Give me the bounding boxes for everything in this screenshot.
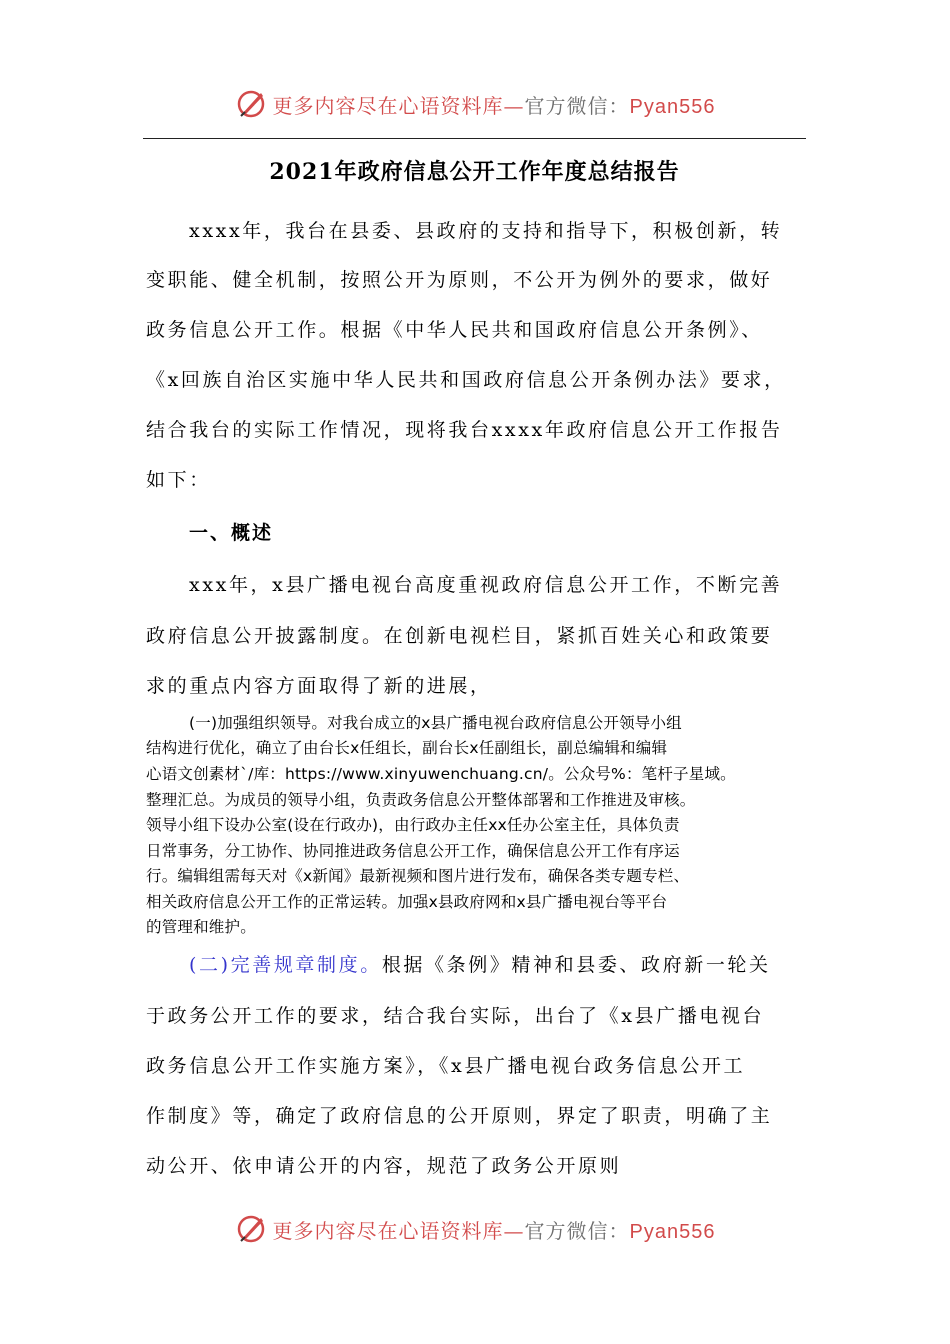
intro-line: 政务信息公开工作。根据《中华人民共和国政府信息公开条例》、 [146, 319, 763, 341]
item1-line: (一)加强组织领导。对我台成立的x县广播电视台政府信息公开领导小组 [189, 714, 682, 732]
item2-line: 作制度》等，确定了政府信息的公开原则，界定了职责，明确了主 [146, 1105, 773, 1127]
item2-line: 政务信息公开工作实施方案》，《x县广播电视台政务信息公开工 [146, 1055, 746, 1077]
item1-line: 领导小组下设办公室(设在行政办)，由行政办主任xx任办公室主任，具体负责 [146, 816, 680, 834]
item1-line: 相关政府信息公开工作的正常运转。加强x县政府网和x县广播电视台等平台 [146, 893, 668, 911]
item2-label: (二)完善规章制度。 [189, 954, 382, 976]
quill-logo-icon [235, 87, 269, 121]
intro-line: 如下： [146, 469, 211, 491]
item2-first-line: (二)完善规章制度。根据《条例》精神和县委、政府新一轮关 [189, 954, 771, 976]
item1-line: 心语文创素材`/库：https://www.xinyuwenchuang.cn/。公众号%：笔杆子星域。 [146, 765, 736, 783]
overview-line: 求的重点内容方面取得了新的进展， [146, 675, 492, 697]
item1-line: 整理汇总。为成员的领导小组，负责政务信息公开整体部署和工作推进及审核。 [146, 791, 696, 809]
document-title: 2021年政府信息公开工作年度总结报告 [269, 159, 680, 185]
quill-logo-icon [235, 1212, 269, 1246]
section-heading: 一、概述 [189, 522, 274, 544]
intro-line: 结合我台的实际工作情况，现将我台xxxx年政府信息公开工作报告 [146, 419, 783, 441]
header-rule [143, 138, 806, 139]
item1-line: 日常事务，分工协作、协同推进政务信息公开工作，确保信息公开工作有序运 [146, 842, 680, 860]
header-banner [0, 84, 950, 124]
item2-line: 动公开、依申请公开的内容，规范了政务公开原则 [146, 1155, 622, 1177]
overview-line: 政府信息公开披露制度。在创新电视栏目，紧抓百姓关心和政策要 [146, 625, 773, 647]
intro-line: xxxx年，我台在县委、县政府的支持和指导下，积极创新，转 [189, 220, 783, 242]
item1-line: 结构进行优化，确立了由台长x任组长，副台长x任副组长，副总编辑和编辑 [146, 739, 668, 757]
item1-line: 的管理和维护。 [146, 918, 256, 936]
intro-line: 变职能、健全机制，按照公开为原则，不公开为例外的要求，做好 [146, 269, 773, 291]
banner-text: 更多内容尽在心语资料库—官方微信：Pyan556 [272, 1218, 716, 1243]
item2-line: 于政务公开工作的要求，结合我台实际，出台了《x县广播电视台 [146, 1005, 765, 1027]
intro-line: 《x回族自治区实施中华人民共和国政府信息公开条例办法》要求， [146, 369, 786, 391]
overview-line: xxx年，x县广播电视台高度重视政府信息公开工作，不断完善 [189, 574, 783, 596]
banner-text: 更多内容尽在心语资料库—官方微信：Pyan556 [272, 93, 716, 118]
footer-banner [0, 1209, 950, 1249]
item1-line: 行。编辑组需每天对《x新闻》最新视频和图片进行发布，确保各类专题专栏、 [146, 867, 690, 885]
